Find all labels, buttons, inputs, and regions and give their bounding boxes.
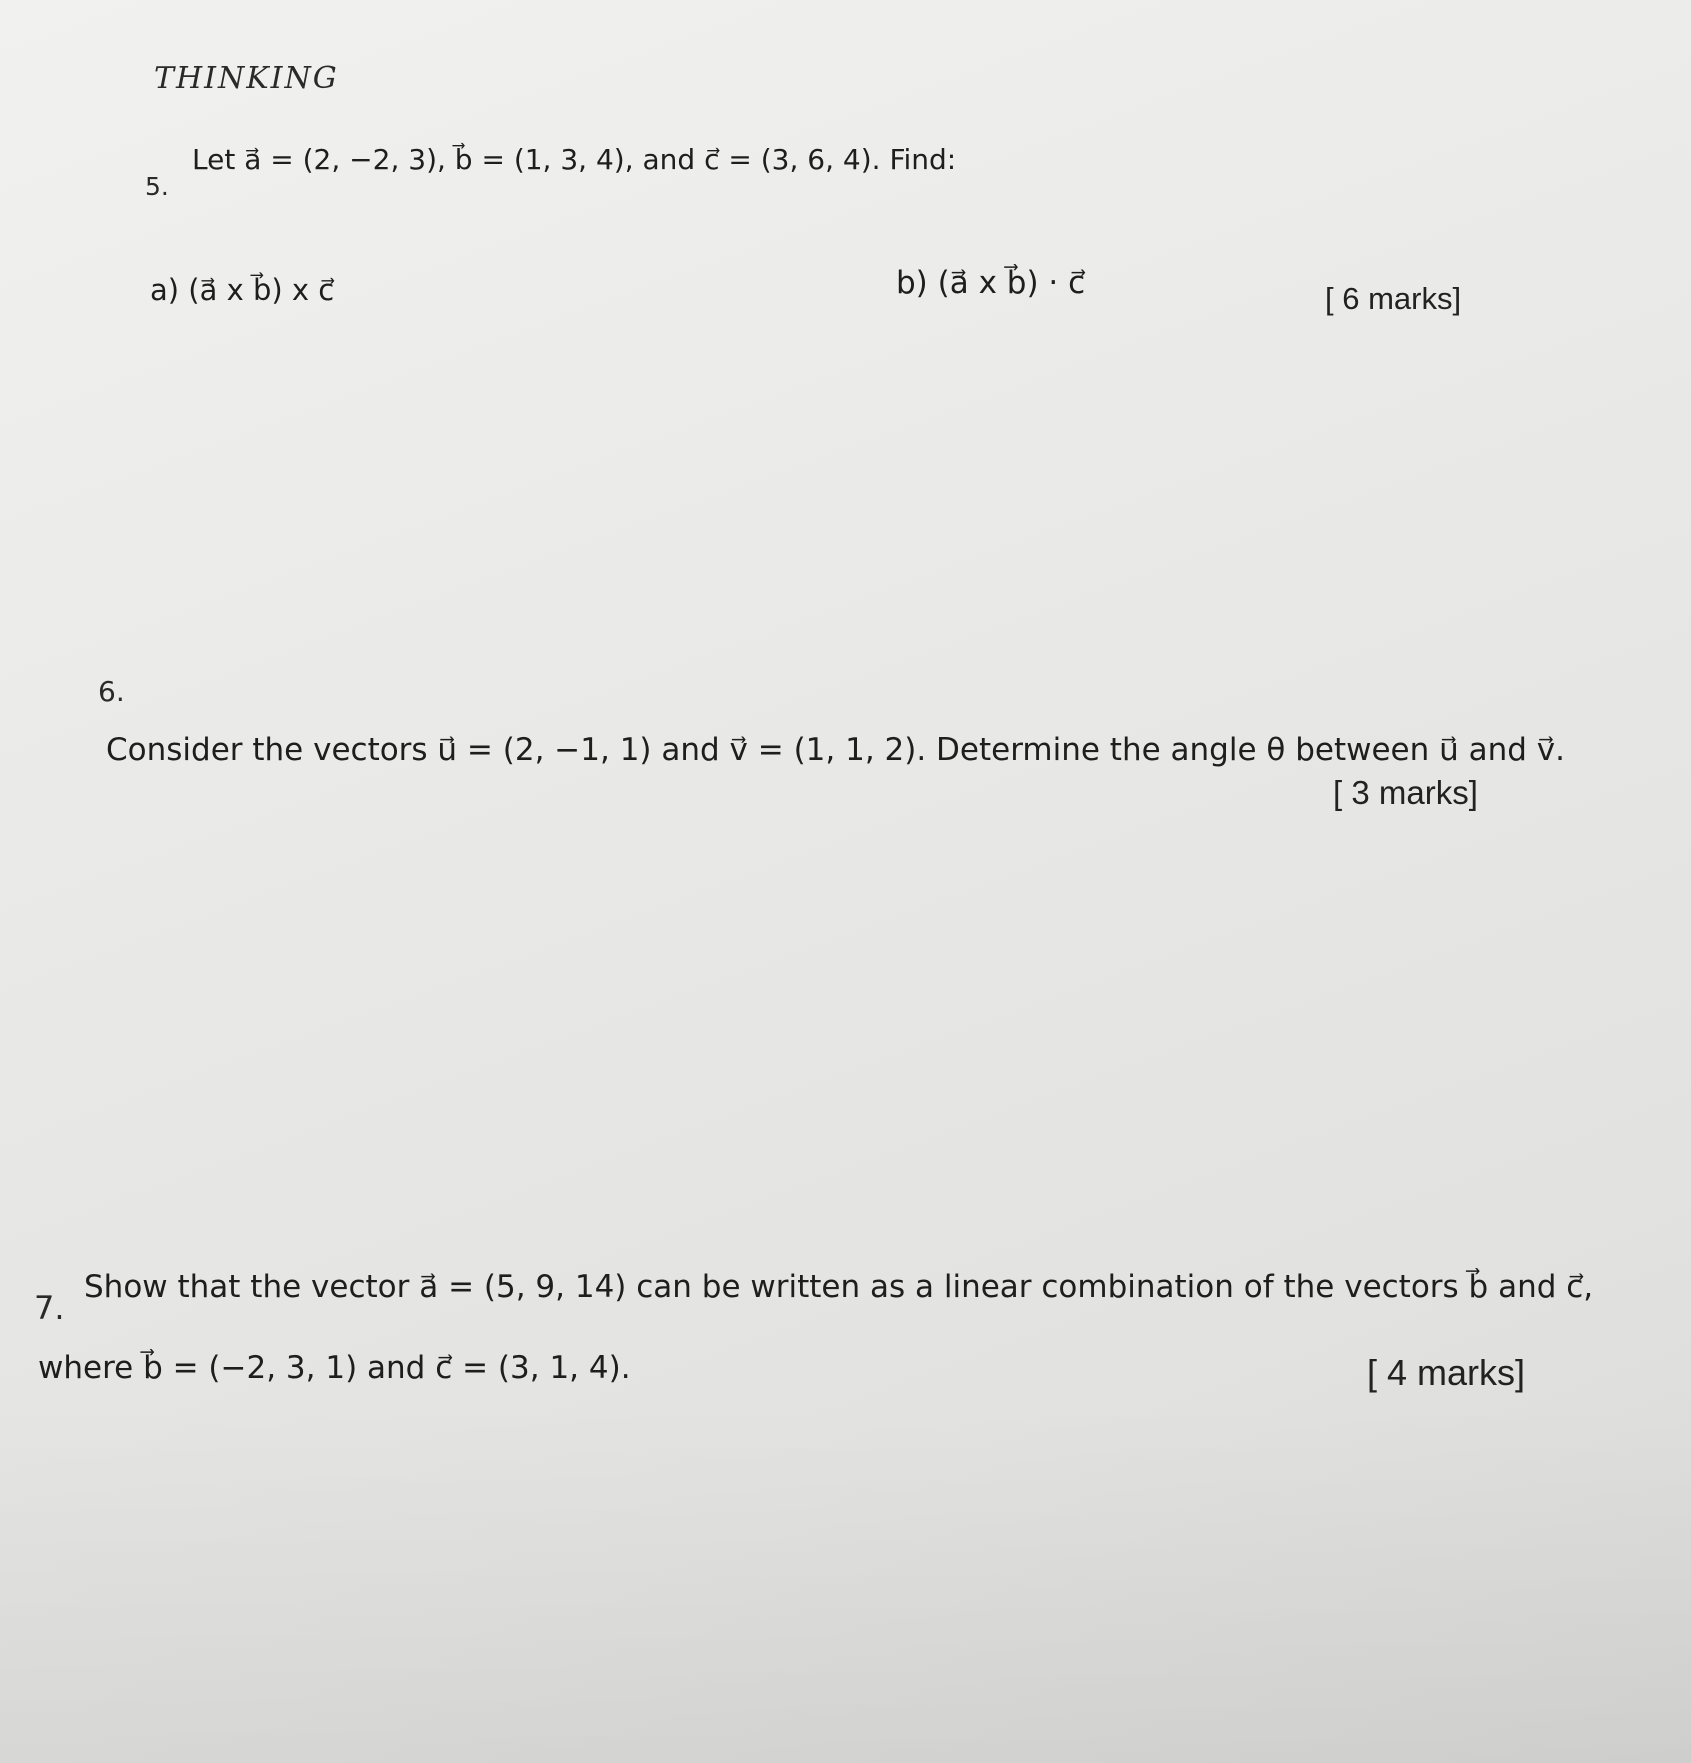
question-6-number: 6. [98,675,125,708]
question-5-part-b: b) (a⃗ x b⃗) · c⃗ [896,265,1086,301]
question-5-part-a: a) (a⃗ x b⃗) x c⃗ [150,273,335,307]
question-7-text-line-1: Show that the vector a⃗ = (5, 9, 14) can be written as a linear combination of the vectors b⃗ and c⃗, [84,1269,1594,1305]
question-7-text-line-2: where b⃗ = (−2, 3, 1) and c⃗ = (3, 1, 4). [38,1350,631,1386]
question-6-marks: [ 3 marks] [1333,774,1478,811]
question-5-marks: [ 6 marks] [1325,281,1462,316]
section-heading: THINKING [154,61,339,96]
question-5-text: Let a⃗ = (2, −2, 3), b⃗ = (1, 3, 4), and c⃗ = (3, 6, 4). Find: [192,143,957,176]
page-shadow [0,1400,1691,1763]
question-5-number: 5. [145,172,169,201]
question-7-number: 7. [34,1289,65,1327]
question-6-text: Consider the vectors u⃗ = (2, −1, 1) and v⃗ = (1, 1, 2). Determine the angle θ between u⃗ and v⃗. [106,732,1565,768]
question-7-marks: [ 4 marks] [1367,1352,1526,1393]
